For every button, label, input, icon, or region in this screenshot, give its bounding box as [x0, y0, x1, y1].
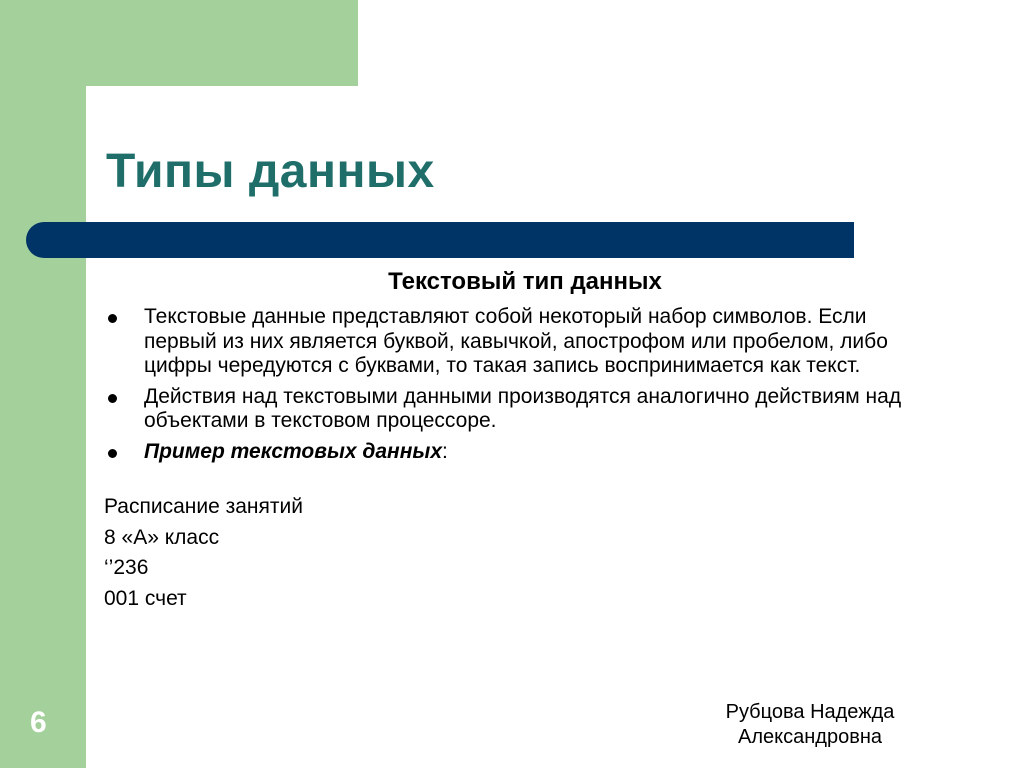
author-line-2: Александровна [738, 726, 882, 748]
slide-subtitle: Текстовый тип данных [388, 268, 662, 295]
decor-left-band [0, 0, 86, 768]
title-underline-bar [26, 222, 854, 258]
example-list [104, 492, 303, 614]
bullet-text: Текстовые данные представляют собой некоторый набор символов. Если первый из них является буквой, кавычкой, апострофом или пробелом, либо цифры чередуются с буквами, то такая запись воспринимается как текст. [144, 305, 888, 377]
bullet-item [104, 385, 944, 434]
bullet-dot-icon [108, 394, 117, 403]
example-item: ‘’236 [104, 556, 149, 579]
example-label-suffix: : [442, 439, 448, 463]
decor-top-band [0, 0, 358, 86]
bullet-item [104, 305, 944, 379]
example-item: 001 счет [104, 586, 187, 610]
slide-title: Типы данных [106, 145, 435, 198]
bullet-list [104, 305, 944, 470]
author-line-1: Рубцова Надежда [725, 701, 895, 723]
example-item: 8 «А» класс [104, 525, 220, 549]
bullet-item [104, 440, 944, 465]
slide-number: 6 [30, 706, 47, 739]
bullet-text: Действия над текстовыми данными производятся аналогично действиям над объектами в текстовом процессоре. [144, 384, 902, 432]
example-item: Расписание занятий [104, 495, 303, 518]
author-credit [700, 700, 920, 750]
bullet-dot-icon [108, 314, 117, 323]
example-label: Пример текстовых данных [144, 439, 443, 463]
bullet-dot-icon [108, 449, 117, 458]
